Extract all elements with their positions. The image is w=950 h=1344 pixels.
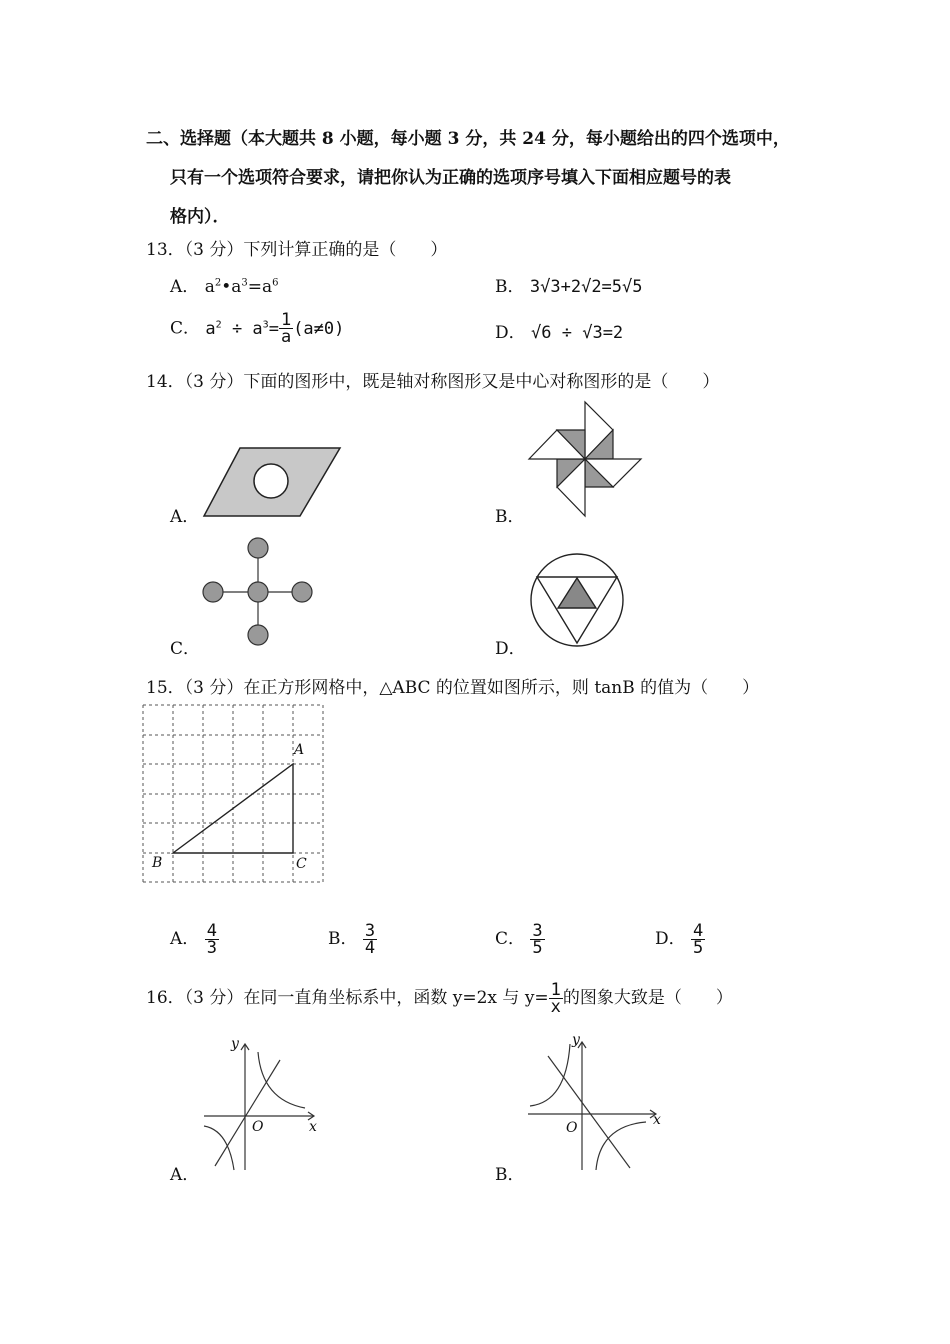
q13-option-a	[170, 272, 279, 297]
q13-d-expr: √6 ÷ √3=2	[531, 323, 624, 343]
q16-stem: 16．（3 分）在同一直角坐标系中，函数 y=2x 与 y= $\frac{1}{x}$ 的图象大致是（ ）	[146, 980, 733, 1017]
q14-d-label: D．	[495, 639, 526, 659]
q15-point-b: B	[152, 855, 163, 871]
q13-option-d	[495, 318, 623, 343]
q15-point-a: A	[294, 742, 305, 758]
q15-stem: 15．（3 分）在正方形网格中，△ABC 的位置如图所示，则 tanB 的值为（ ）	[146, 678, 760, 698]
q14-c-label: C．	[170, 639, 201, 659]
q13-c-label: C．	[170, 318, 201, 339]
q13-option-c	[170, 312, 344, 345]
q13-a-label: A．	[170, 277, 200, 297]
q14-stem: 14．（3 分）下面的图形中，既是轴对称图形又是中心对称图形的是（ ）	[146, 372, 720, 392]
q16-graph-a	[200, 1040, 320, 1172]
section-header-line3: 格内）．	[170, 207, 230, 227]
q13-stem: 13．（3 分）下列计算正确的是（ ）	[146, 240, 448, 260]
q15-option-b: B． $\frac{3}{4}$	[328, 921, 376, 958]
q15-point-c: C	[296, 856, 307, 872]
q13-b-expr: 3√3+2√2=5√5	[529, 277, 643, 297]
q14-figure-a-parallelogram	[200, 446, 342, 518]
q16-a-axis-y: y	[231, 1036, 239, 1052]
q15-option-d: D． $\frac{4}{5}$	[655, 921, 704, 958]
q15-option-c: C． $\frac{3}{5}$	[495, 921, 543, 958]
q14-figure-b-pinwheel	[527, 400, 643, 518]
section-header-line2: 只有一个选项符合要求，请把你认为正确的选项序号填入下面相应题号的表	[170, 168, 731, 188]
q13-a-expr: $a^2•a^3=a^6$	[204, 277, 279, 297]
q14-figure-d-circle-triangle	[529, 552, 627, 648]
q13-option-b	[495, 272, 643, 297]
section-header-line1: 二、选择题（本大题共 8 小题，每小题 3 分，共 24 分，每小题给出的四个选项中，	[146, 129, 790, 149]
q16-a-axis-x: x	[309, 1119, 317, 1135]
q14-a-label: A．	[170, 507, 200, 527]
q16-graph-b	[526, 1036, 666, 1172]
q13-d-label: D．	[495, 323, 526, 343]
q16-b-label: B．	[495, 1165, 525, 1185]
q16-b-axis-x: x	[653, 1112, 661, 1128]
q16-a-label: A．	[170, 1165, 200, 1185]
q15-option-a: A． $\frac{4}{3}$	[170, 921, 217, 958]
q13-b-label: B．	[495, 277, 525, 297]
q13-c-expr: $a^2 \div a^3=$ $\frac{1}{a}$ (a≠0)	[205, 310, 345, 347]
q14-b-label: B．	[495, 507, 525, 527]
q16-b-origin: O	[566, 1120, 578, 1136]
q16-b-axis-y: y	[572, 1032, 580, 1048]
q16-a-origin: O	[252, 1119, 264, 1135]
q14-figure-c-circles	[202, 537, 314, 647]
